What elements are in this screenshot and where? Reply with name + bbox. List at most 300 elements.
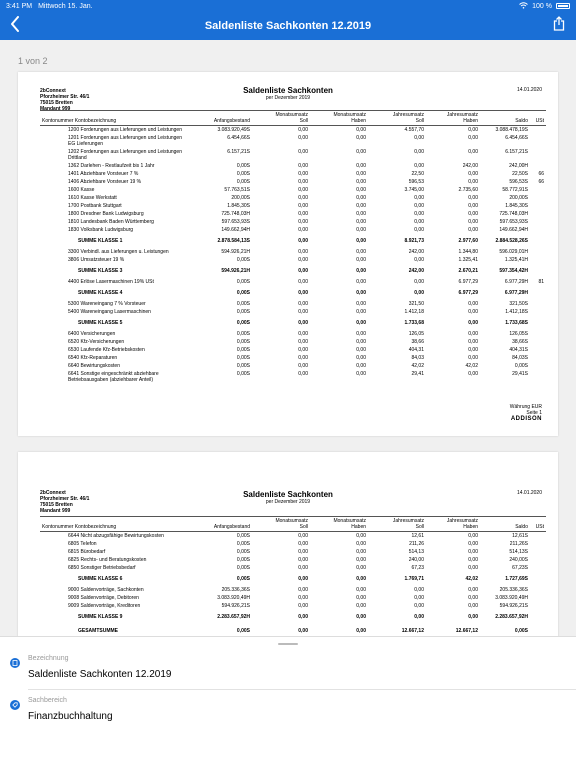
- table-row: [40, 362, 546, 370]
- cell-konto: 1401 Abziehbare Vorsteuer 7 %: [68, 171, 139, 177]
- table-row: [40, 126, 546, 135]
- cell-ust: 66: [538, 171, 544, 177]
- cell-konto: 3806 Umsatzsteuer 19 %: [68, 257, 125, 263]
- cell-monat-soll: 0,00: [298, 187, 308, 193]
- cell-monat-soll: 0,00: [298, 371, 308, 377]
- table-row: [40, 210, 546, 218]
- col-monat-haben: Monatsumsatz Haben: [310, 111, 368, 126]
- table-row: [40, 346, 546, 354]
- cell-jahr-haben: 0,00: [468, 339, 478, 345]
- company-line: 2bConnext: [40, 88, 66, 94]
- cell-anfangsbestand: 0,00S: [236, 171, 250, 177]
- cell-ust: [530, 362, 546, 370]
- cell-monat-haben: 0,00: [356, 557, 366, 563]
- addison-logo: ADDISON: [510, 416, 542, 422]
- cell-saldo: 1.733,68S: [505, 320, 528, 326]
- cell-monat-haben: 0,00: [356, 533, 366, 539]
- table-row: [40, 532, 546, 541]
- cell-saldo: 725.748,03H: [499, 211, 528, 217]
- cell-jahr-haben: 6.977,29: [458, 290, 478, 296]
- cell-anfangsbestand: 0,00S: [236, 541, 250, 547]
- field-value: Finanzbuchhaltung: [28, 711, 113, 722]
- cell-ust: [530, 354, 546, 362]
- cell-saldo: 67,23S: [512, 565, 528, 571]
- back-button[interactable]: [6, 16, 24, 36]
- cell-jahr-soll: 0,00: [414, 614, 424, 620]
- cell-jahr-haben: 0,00: [468, 533, 478, 539]
- table-row: [40, 602, 546, 610]
- cell-jahr-soll: 12,61: [411, 533, 424, 539]
- cell-jahr-haben: 0,00: [468, 331, 478, 337]
- cell-anfangsbestand: 0,00S: [236, 279, 250, 285]
- cell-jahr-soll: 38,66: [411, 339, 424, 345]
- cell-jahr-haben: 0,00: [468, 301, 478, 307]
- cell-saldo: 200,00S: [509, 195, 528, 201]
- col-ust: USt: [530, 111, 546, 126]
- cell-monat-soll: 0,00: [298, 363, 308, 369]
- summary-row: [40, 234, 546, 248]
- cell-monat-haben: 0,00: [356, 549, 366, 555]
- cell-jahr-soll: 0,00: [414, 279, 424, 285]
- cell-monat-haben: 0,00: [356, 347, 366, 353]
- cell-konto: 1610 Kasse Werkstatt: [68, 195, 117, 201]
- cell-ust: [530, 586, 546, 594]
- cell-jahr-soll: 0,00: [414, 595, 424, 601]
- cell-saldo: 240,00S: [509, 557, 528, 563]
- cell-konto: 6530 Laufende Kfz-Betriebskosten: [68, 347, 145, 353]
- table-row: [40, 548, 546, 556]
- cell-jahr-soll: 596,53: [408, 179, 424, 185]
- cell-monat-haben: 0,00: [356, 219, 366, 225]
- cell-anfangsbestand: 0,00S: [236, 557, 250, 563]
- cell-ust: [530, 226, 546, 234]
- cell-monat-soll: 0,00: [298, 149, 308, 155]
- cell-jahr-soll: 12.667,12: [401, 628, 424, 634]
- cell-konto: 6644 Nicht abzugsfähige Bewirtungskosten: [68, 533, 164, 539]
- report-date: 14.01.2020: [516, 87, 542, 93]
- cell-saldo: 126,05S: [509, 331, 528, 337]
- table-row: [40, 218, 546, 226]
- cell-jahr-haben: 0,00: [468, 595, 478, 601]
- cell-ust: [530, 264, 546, 278]
- cell-monat-haben: 0,00: [356, 249, 366, 255]
- cell-ust: [530, 162, 546, 170]
- table-row: [40, 556, 546, 564]
- cell-saldo: 205.336,36S: [499, 587, 528, 593]
- cell-monat-soll: 0,00: [298, 533, 308, 539]
- cell-konto: 9008 Saldenvorträge, Debitoren: [68, 595, 139, 601]
- cell-jahr-haben: 1.325,41: [458, 257, 478, 263]
- cell-konto: 6850 Sonstiger Betriebsbedarf: [68, 565, 136, 571]
- cell-monat-haben: 0,00: [356, 331, 366, 337]
- cell-saldo: 1.727,69S: [505, 576, 528, 582]
- cell-saldo: 242,00H: [509, 163, 528, 169]
- report-title: Saldenliste Sachkonten: [243, 86, 333, 95]
- document-page-2[interactable]: [18, 452, 558, 652]
- page-number: Seite 1: [526, 410, 542, 416]
- table-row: [40, 248, 546, 256]
- cell-anfangsbestand: 594.926,21H: [221, 268, 250, 274]
- cell-monat-haben: 0,00: [356, 576, 366, 582]
- company-line: Mandant 999: [40, 508, 71, 514]
- cell-monat-soll: 0,00: [298, 309, 308, 315]
- col-jahr-haben: Jahresumsatz Haben: [426, 111, 480, 126]
- cell-ust: [530, 300, 546, 308]
- cell-konto: 1830 Volksbank Ludwigsburg: [68, 227, 134, 233]
- table-row: [40, 162, 546, 170]
- cell-jahr-soll: 22,50: [411, 171, 424, 177]
- cell-monat-soll: 0,00: [298, 541, 308, 547]
- details-sheet: [0, 636, 576, 768]
- summary-row: [40, 264, 546, 278]
- cell-konto: 5400 Wareneingang Lasermaschinen: [68, 309, 151, 315]
- cell-saldo: 149.662,94H: [499, 227, 528, 233]
- cell-konto: 1406 Abziehbare Vorsteuer 19 %: [68, 179, 142, 185]
- cell-monat-haben: 0,00: [356, 541, 366, 547]
- cell-jahr-haben: 0,00: [468, 541, 478, 547]
- cell-saldo: 12,61S: [512, 533, 528, 539]
- field-value: Saldenliste Sachkonten 12.2019: [28, 669, 172, 680]
- cell-monat-haben: 0,00: [356, 187, 366, 193]
- cell-jahr-soll: 42,02: [411, 363, 424, 369]
- cell-anfangsbestand: 594.926,21S: [221, 603, 250, 609]
- cell-konto: 3300 Verbindl. aus Lieferungen u. Leistungen: [68, 249, 169, 255]
- cell-anfangsbestand: 597.653,93S: [221, 219, 250, 225]
- cell-saldo: 1.412,18S: [505, 309, 528, 315]
- cell-anfangsbestand: 0,00S: [236, 355, 250, 361]
- cell-ust: [530, 134, 546, 148]
- cell-anfangsbestand: 0,00S: [236, 549, 250, 555]
- col-anfangsbestand: Anfangsbestand: [190, 517, 252, 532]
- cell-konto: GESAMTSUMME: [78, 628, 118, 634]
- cell-monat-soll: 0,00: [298, 331, 308, 337]
- cell-konto: 1800 Dresdner Bank Ludwigsburg: [68, 211, 144, 217]
- cell-anfangsbestand: 6.157,21S: [227, 149, 250, 155]
- cell-monat-haben: 0,00: [356, 371, 366, 377]
- cell-jahr-soll: 3.745,00: [404, 187, 424, 193]
- company-line: Pforzheimer Str. 46/1: [40, 496, 90, 502]
- cell-monat-soll: 0,00: [298, 614, 308, 620]
- cell-monat-soll: 0,00: [298, 268, 308, 274]
- cell-jahr-soll: 1.733,68: [404, 320, 424, 326]
- cell-saldo: 3.083.920,49H: [495, 595, 528, 601]
- col-saldo: Saldo: [480, 517, 530, 532]
- cell-jahr-haben: 0,00: [468, 557, 478, 563]
- cell-anfangsbestand: 0,00S: [236, 301, 250, 307]
- cell-konto: 1201 Forderungen aus Lieferungen und Leistungen EG Lieferungen: [68, 135, 182, 147]
- table-row: [40, 278, 546, 286]
- cell-monat-haben: 0,00: [356, 149, 366, 155]
- cell-saldo: 29,41S: [512, 371, 528, 377]
- cell-jahr-haben: 0,00: [468, 219, 478, 225]
- cell-konto: SUMME KLASSE 5: [78, 320, 123, 326]
- cell-ust: [530, 556, 546, 564]
- cell-monat-haben: 0,00: [356, 614, 366, 620]
- cell-jahr-haben: 42,02: [465, 363, 478, 369]
- table-row: [40, 256, 546, 264]
- cell-jahr-soll: 1.769,71: [404, 576, 424, 582]
- cell-saldo: 6.977,29H: [504, 290, 528, 296]
- field-sachbereich[interactable]: [0, 695, 576, 749]
- divider: [28, 689, 576, 690]
- balance-table: [40, 516, 546, 638]
- cell-monat-haben: 0,00: [356, 301, 366, 307]
- cell-konto: 1810 Landesbank Baden Württemberg: [68, 219, 154, 225]
- cell-saldo: 6.977,29H: [504, 279, 528, 285]
- document-icon: [10, 658, 20, 668]
- cell-jahr-soll: 84,03: [411, 355, 424, 361]
- cell-anfangsbestand: 0,00S: [236, 565, 250, 571]
- cell-anfangsbestand: 149.662,94H: [221, 227, 250, 233]
- cell-ust: 81: [538, 279, 544, 285]
- document-page-1[interactable]: [18, 72, 558, 436]
- cell-konto: 1700 Postbank Stuttgart: [68, 203, 122, 209]
- table-row: [40, 540, 546, 548]
- share-button[interactable]: [550, 16, 568, 36]
- cell-anfangsbestand: 0,00S: [236, 628, 250, 634]
- cell-jahr-haben: 0,00: [468, 549, 478, 555]
- cell-ust: [530, 540, 546, 548]
- cell-ust: [530, 186, 546, 194]
- battery-percent: 100 %: [532, 2, 552, 10]
- cell-anfangsbestand: 200,00S: [231, 195, 250, 201]
- table-row: [40, 354, 546, 362]
- col-ust: USt: [530, 517, 546, 532]
- cell-monat-haben: 0,00: [356, 268, 366, 274]
- col-jahr-soll: Jahresumsatz Soll: [368, 111, 426, 126]
- table-row: [40, 194, 546, 202]
- cell-monat-soll: 0,00: [298, 238, 308, 244]
- cell-jahr-haben: 0,00: [468, 309, 478, 315]
- cell-saldo: 6.157,21S: [505, 149, 528, 155]
- cell-ust: [530, 194, 546, 202]
- cell-ust: [530, 564, 546, 572]
- cell-jahr-haben: 0,00: [468, 587, 478, 593]
- cell-ust: [530, 234, 546, 248]
- cell-konto: 6641 Sonstige eingeschränkt abziehbare Betriebsausgaben (abziehbarer Anteil): [68, 371, 159, 383]
- cell-monat-soll: 0,00: [298, 587, 308, 593]
- cell-monat-soll: 0,00: [298, 211, 308, 217]
- cell-jahr-haben: 0,00: [468, 347, 478, 353]
- cell-ust: [530, 370, 546, 384]
- cell-ust: [530, 308, 546, 316]
- status-bar: [0, 0, 576, 12]
- cell-monat-haben: 0,00: [356, 290, 366, 296]
- cell-monat-haben: 0,00: [356, 211, 366, 217]
- status-date: Mittwoch 15. Jan.: [38, 2, 93, 10]
- cell-konto: 1202 Forderungen aus Lieferungen und Leistungen Drittland: [68, 149, 182, 161]
- page-indicator: 1 von 2: [18, 56, 48, 66]
- cell-konto: 1200 Forderungen aus Lieferungen und Leistungen: [68, 127, 182, 133]
- cell-monat-haben: 0,00: [356, 195, 366, 201]
- cell-anfangsbestand: 0,00S: [236, 257, 250, 263]
- cell-saldo: 514,13S: [509, 549, 528, 555]
- cell-monat-haben: 0,00: [356, 595, 366, 601]
- cell-saldo: 0,00S: [514, 363, 528, 369]
- cell-anfangsbestand: 205.336,36S: [221, 587, 250, 593]
- cell-monat-haben: 0,00: [356, 171, 366, 177]
- table-row: [40, 186, 546, 194]
- cell-anfangsbestand: 0,00S: [236, 331, 250, 337]
- cell-jahr-haben: 0,00: [468, 565, 478, 571]
- col-saldo: Saldo: [480, 111, 530, 126]
- cell-jahr-soll: 0,00: [414, 227, 424, 233]
- cell-jahr-soll: 0,00: [414, 587, 424, 593]
- cell-monat-haben: 0,00: [356, 227, 366, 233]
- cell-ust: [530, 602, 546, 610]
- cell-saldo: 404,31S: [509, 347, 528, 353]
- cell-jahr-haben: 1.344,80: [458, 249, 478, 255]
- currency-label: Währung EUR: [509, 404, 542, 410]
- cell-monat-soll: 0,00: [298, 320, 308, 326]
- company-line: Mandant 999: [40, 106, 71, 112]
- cell-saldo: 38,66S: [512, 339, 528, 345]
- cell-konto: 6805 Telefon: [68, 541, 97, 547]
- col-jahr-haben: Jahresumsatz Haben: [426, 517, 480, 532]
- cell-monat-soll: 0,00: [298, 290, 308, 296]
- cell-anfangsbestand: 0,00S: [236, 576, 250, 582]
- cell-saldo: 6.454,66S: [505, 135, 528, 141]
- cell-monat-haben: 0,00: [356, 257, 366, 263]
- cell-saldo: 594.926,21S: [499, 603, 528, 609]
- cell-monat-soll: 0,00: [298, 219, 308, 225]
- cell-saldo: 2.283.657,92H: [495, 614, 528, 620]
- cell-konto: SUMME KLASSE 1: [78, 238, 123, 244]
- cell-monat-soll: 0,00: [298, 628, 308, 634]
- cell-konto: 5300 Wareneingang 7 % Vorsteuer: [68, 301, 146, 307]
- cell-jahr-haben: 0,00: [468, 135, 478, 141]
- cell-jahr-soll: 211,26: [409, 541, 424, 547]
- summary-row: [40, 572, 546, 586]
- cell-jahr-soll: 67,23: [411, 565, 424, 571]
- cell-monat-soll: 0,00: [298, 603, 308, 609]
- cell-jahr-haben: 242,00: [462, 163, 478, 169]
- cell-konto: 9000 Saldenvorträge, Sachkonten: [68, 587, 144, 593]
- summary-row: [40, 316, 546, 330]
- cell-ust: [530, 572, 546, 586]
- cell-ust: [530, 532, 546, 541]
- table-row: [40, 226, 546, 234]
- table-row: [40, 370, 546, 384]
- cell-saldo: 3.088.478,19S: [495, 127, 528, 133]
- nav-bar: [0, 12, 576, 40]
- cell-konto: 1600 Kasse: [68, 187, 95, 193]
- cell-konto: 6520 Kfz-Versicherungen: [68, 339, 125, 345]
- cell-jahr-soll: 0,00: [414, 603, 424, 609]
- battery-icon: [556, 3, 570, 9]
- cell-saldo: 0,00S: [514, 628, 528, 634]
- table-row: [40, 308, 546, 316]
- cell-monat-soll: 0,00: [298, 163, 308, 169]
- report-heading: [18, 490, 558, 505]
- cell-monat-soll: 0,00: [298, 195, 308, 201]
- cell-monat-haben: 0,00: [356, 127, 366, 133]
- cell-jahr-haben: 0,00: [468, 371, 478, 377]
- cell-anfangsbestand: 0,00S: [236, 371, 250, 377]
- summary-row: [40, 610, 546, 624]
- cell-jahr-soll: 321,50: [408, 301, 424, 307]
- cell-anfangsbestand: 594.926,21H: [221, 249, 250, 255]
- cell-monat-soll: 0,00: [298, 339, 308, 345]
- cell-jahr-haben: 0,00: [468, 171, 478, 177]
- report-title: Saldenliste Sachkonten: [243, 490, 333, 499]
- cell-monat-haben: 0,00: [356, 203, 366, 209]
- cell-ust: [530, 286, 546, 300]
- cell-monat-haben: 0,00: [356, 603, 366, 609]
- cell-saldo: 211,26S: [509, 541, 528, 547]
- nav-title: Saldenliste Sachkonten 12.2019: [204, 20, 372, 32]
- cell-konto: 1362 Darlehen - Restlaufzeit bis 1 Jahr: [68, 163, 155, 169]
- cell-anfangsbestand: 3.083.920,49S: [217, 127, 250, 133]
- cell-monat-soll: 0,00: [298, 576, 308, 582]
- cell-konto: 6540 Kfz-Reparaturen: [68, 355, 118, 361]
- cell-anfangsbestand: 57.763,51S: [224, 187, 250, 193]
- cell-monat-soll: 0,00: [298, 595, 308, 601]
- cell-saldo: 2.884.528,26S: [495, 238, 528, 244]
- col-monat-soll: Monatsumsatz Soll: [252, 111, 310, 126]
- cell-jahr-haben: 0,00: [468, 603, 478, 609]
- cell-saldo: 597.354,42H: [499, 268, 528, 274]
- chevron-left-icon: [10, 16, 20, 37]
- cell-monat-haben: 0,00: [356, 339, 366, 345]
- cell-anfangsbestand: 3.083.920,49H: [217, 595, 250, 601]
- cell-jahr-haben: 2.735,60: [458, 187, 478, 193]
- cell-saldo: 84,03S: [512, 355, 528, 361]
- col-konto: Kontonummer Kontobezeichnung: [40, 111, 190, 126]
- cell-jahr-haben: 0,00: [468, 355, 478, 361]
- cell-jahr-haben: 0,00: [468, 227, 478, 233]
- cell-saldo: 597.653,93S: [499, 219, 528, 225]
- cell-jahr-soll: 0,00: [414, 149, 424, 155]
- table-row: [40, 134, 546, 148]
- cell-monat-haben: 0,00: [356, 135, 366, 141]
- cell-jahr-soll: 0,00: [414, 195, 424, 201]
- cell-anfangsbestand: 6.454,66S: [227, 135, 250, 141]
- cell-konto: SUMME KLASSE 9: [78, 614, 123, 620]
- cell-jahr-haben: 6.977,29: [458, 279, 478, 285]
- cell-monat-haben: 0,00: [356, 587, 366, 593]
- table-row: [40, 300, 546, 308]
- cell-ust: [530, 594, 546, 602]
- cell-anfangsbestand: 0,00S: [236, 533, 250, 539]
- cell-jahr-haben: 42,02: [465, 576, 478, 582]
- cell-ust: [530, 218, 546, 226]
- cell-monat-soll: 0,00: [298, 565, 308, 571]
- cell-ust: [530, 338, 546, 346]
- table-row: [40, 330, 546, 338]
- cell-ust: [530, 202, 546, 210]
- cell-monat-soll: 0,00: [298, 347, 308, 353]
- cell-monat-soll: 0,00: [298, 179, 308, 185]
- cell-jahr-soll: 0,00: [414, 257, 424, 263]
- cell-jahr-soll: 4.557,70: [404, 127, 424, 133]
- cell-jahr-haben: 0,00: [468, 320, 478, 326]
- cell-monat-soll: 0,00: [298, 249, 308, 255]
- cell-anfangsbestand: 2.878.584,13S: [217, 238, 250, 244]
- table-header-row: [40, 111, 546, 126]
- table-row: [40, 586, 546, 594]
- drag-handle[interactable]: [278, 643, 298, 645]
- cell-jahr-soll: 404,31: [408, 347, 424, 353]
- cell-monat-soll: 0,00: [298, 203, 308, 209]
- cell-jahr-haben: 2.670,21: [458, 268, 478, 274]
- table-header-row: [40, 517, 546, 532]
- cell-jahr-soll: 29,41: [411, 371, 424, 377]
- cell-saldo: 596.029,01H: [499, 249, 528, 255]
- table-row: [40, 338, 546, 346]
- cell-konto: SUMME KLASSE 4: [78, 290, 123, 296]
- cell-jahr-soll: 0,00: [414, 135, 424, 141]
